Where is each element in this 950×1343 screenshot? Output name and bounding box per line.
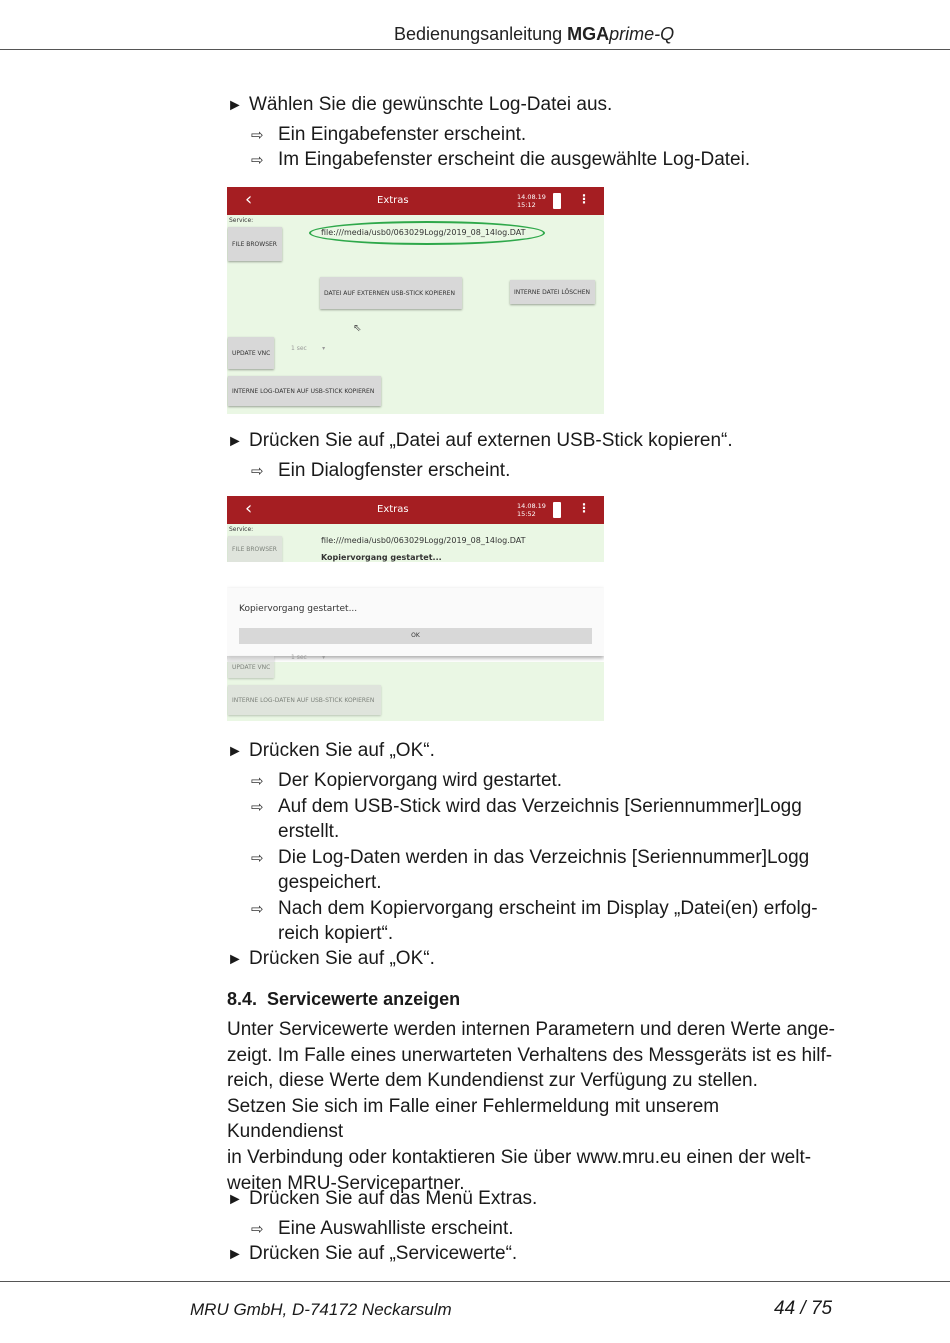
- step-result-continued: gespeichert.: [278, 872, 382, 893]
- page-footer: [0, 1281, 950, 1319]
- app-bar: [227, 496, 604, 524]
- service-label: Service:: [229, 526, 254, 533]
- date-time: 14.08.19 15:12: [517, 193, 546, 209]
- brand-name: MGA: [567, 24, 610, 44]
- file-path-field[interactable]: file:///media/usb0/063029Logg/2019_08_14log.DAT: [321, 228, 526, 237]
- app-bar: [227, 187, 604, 215]
- overflow-menu-icon[interactable]: ⋮: [578, 501, 590, 515]
- section-heading: 8.4. Servicewerte anzeigen: [227, 989, 461, 1009]
- step-result: ⇨ Im Eingabefenster erscheint die ausgewählte Log-Datei.: [251, 149, 751, 170]
- step-result-continued: erstellt.: [278, 821, 340, 842]
- app-title: Extras: [377, 195, 409, 206]
- mouse-cursor-icon: ⇖: [353, 323, 362, 334]
- step-result: ⇨ Nach dem Kopiervorgang erscheint im Display „Datei(en) erfolg-: [251, 898, 818, 919]
- step-result: ⇨ Eine Auswahlliste erscheint.: [251, 1218, 514, 1239]
- copy-logs-to-usb-button[interactable]: INTERNE LOG-DATEN AUF USB-STICK KOPIEREN: [228, 376, 381, 406]
- step-result: ⇨ Ein Dialogfenster erscheint.: [251, 460, 511, 481]
- company-address: MRU GmbH, D-74172 Neckarsulm: [190, 1300, 452, 1319]
- page-header: [0, 22, 950, 50]
- step-result: ⇨ Ein Eingabefenster erscheint.: [251, 124, 527, 145]
- battery-icon: [553, 502, 561, 518]
- update-vnc-button[interactable]: UPDATE VNC: [228, 656, 274, 678]
- section-paragraph: Unter Servicewerte werden internen Parametern und deren Werte ange- zeigt. Im Falle eines unerwarteten Verhaltens des Messgeräts ist es hilf- reich, diese Werte dem Kundendienst zur Verfügung zu stellen. Setzen Sie sich im Falle einer Fehlermeldung mit unserem Kundendienst in Verbindung oder kontaktieren Sie über www.mru.eu einen der welt- weiten MRU-Servicepartner.: [227, 1019, 835, 1194]
- battery-icon: [553, 193, 561, 209]
- step-instruction: ► Wählen Sie die gewünschte Log-Datei aus.: [227, 94, 613, 115]
- step-result: ⇨ Auf dem USB-Stick wird das Verzeichnis [Seriennummer]Logg: [251, 796, 802, 817]
- step-result: ⇨ Der Kopiervorgang wird gestartet.: [251, 770, 563, 791]
- step-instruction: ► Drücken Sie auf das Menü Extras.: [227, 1188, 538, 1209]
- manual-title: Bedienungsanleitung MGAprime-Q: [394, 24, 675, 44]
- delete-internal-file-button[interactable]: INTERNE DATEI LÖSCHEN: [510, 280, 595, 304]
- file-browser-button[interactable]: FILE BROWSER: [228, 536, 282, 562]
- step-instruction: ► Drücken Sie auf „OK“.: [227, 948, 435, 969]
- back-icon[interactable]: ‹: [245, 498, 253, 519]
- model-name: prime-Q: [609, 24, 675, 44]
- dialog-message: Kopiervorgang gestartet...: [239, 604, 358, 614]
- app-title: Extras: [377, 504, 409, 515]
- screenshot-extras-copy-dialog: [227, 496, 604, 721]
- step-instruction: ► Drücken Sie auf „OK“.: [227, 740, 435, 761]
- file-browser-button[interactable]: FILE BROWSER: [228, 227, 282, 261]
- back-icon[interactable]: ‹: [245, 189, 253, 210]
- update-vnc-button[interactable]: UPDATE VNC: [228, 337, 274, 369]
- dropdown-arrow-icon: ▾: [322, 345, 326, 352]
- interval-dropdown[interactable]: 1 sec ▾: [291, 654, 326, 661]
- step-result-continued: reich kopiert“.: [278, 923, 394, 944]
- copy-status-text: Kopiervorgang gestartet...: [321, 553, 442, 562]
- step-instruction: ► Drücken Sie auf „Datei auf externen USB-Stick kopieren“.: [227, 430, 733, 451]
- overflow-menu-icon[interactable]: ⋮: [578, 192, 590, 206]
- copy-to-usb-button[interactable]: DATEI AUF EXTERNEN USB-STICK KOPIEREN: [320, 277, 462, 309]
- interval-dropdown[interactable]: 1 sec ▾: [291, 345, 326, 352]
- service-label: Service:: [229, 217, 254, 224]
- screenshot-extras-file-selected: [227, 187, 604, 414]
- copy-dialog: [227, 588, 604, 656]
- file-path-field[interactable]: file:///media/usb0/063029Logg/2019_08_14log.DAT: [321, 536, 526, 545]
- page-number: 44 / 75: [774, 1298, 833, 1319]
- date-time: 14.08.19 15:52: [517, 502, 546, 518]
- dropdown-arrow-icon: ▾: [322, 654, 326, 661]
- step-instruction: ► Drücken Sie auf „Servicewerte“.: [227, 1243, 518, 1264]
- dialog-ok-button[interactable]: OK: [239, 628, 592, 644]
- step-result: ⇨ Die Log-Daten werden in das Verzeichnis [Seriennummer]Logg: [251, 847, 810, 868]
- copy-logs-to-usb-button[interactable]: INTERNE LOG-DATEN AUF USB-STICK KOPIEREN: [228, 685, 381, 715]
